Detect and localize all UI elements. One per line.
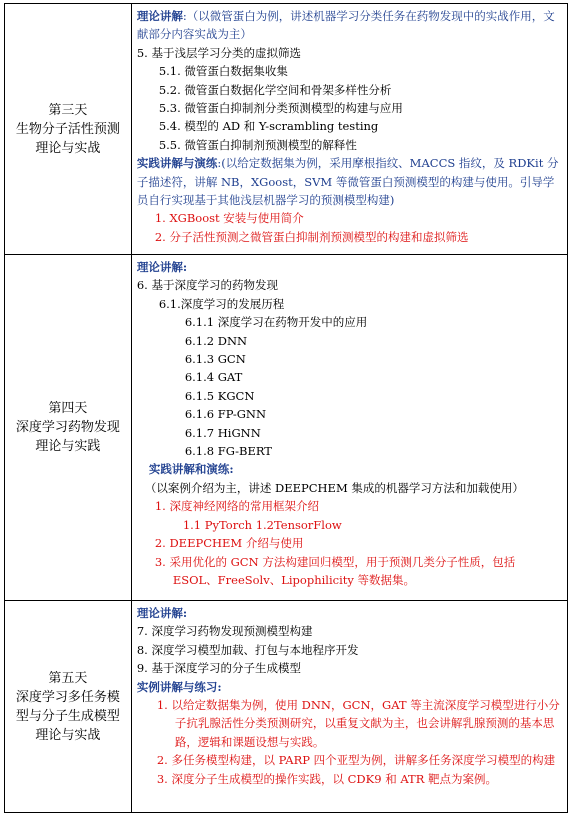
subsub-item: 6.1.3 GCN — [184, 352, 246, 367]
list-item: 8. 深度学习模型加载、打包与本地程序开发 — [136, 642, 359, 657]
sub-item: 5.5. 微管蛋白抑制剂预测模型的解释性 — [158, 137, 357, 152]
day-title: 第五天 — [48, 670, 88, 686]
day-topic-line: 理论与实战 — [35, 727, 101, 743]
practice-note: :(以给定数据集为例，采用摩根指纹、MACCS 指纹，及 RDKit 分子描述符，讲解 NB，XGoost，SVM 等微管蛋白预测模型的构建与使用。引导学员自行实现基于其他浅层机器学习的预测模型构建) — [136, 156, 559, 208]
theory-heading: 理论讲解 — [136, 606, 183, 620]
subsub-item: 6.1.1 深度学习在药物开发中的应用 — [184, 315, 368, 330]
red-item: 3. 采用优化的 GCN 方法构建回归模型，用于预测几类分子性质，包括 ESOL、FreeSolv、Lipophilicity 等数据集。 — [154, 554, 516, 587]
day5-row — [5, 601, 568, 813]
practice-note: （以案例介绍为主，讲述 DEEPCHEM 集成的机器学习方法和加载使用） — [144, 480, 524, 495]
subsub-item: 6.1.2 DNN — [184, 333, 248, 348]
day-title: 第三天 — [48, 102, 88, 118]
sub-heading: 6.1.深度学习的发展历程 — [158, 296, 285, 311]
subsub-item: 6.1.6 FP-GNN — [184, 407, 267, 422]
list-item: 7. 深度学习药物发现预测模型构建 — [136, 624, 313, 639]
red-item: 2. 分子活性预测之微管蛋白抑制剂预测模型的构建和虚拟筛选 — [154, 229, 469, 244]
red-item: 1. 以给定数据集为例，使用 DNN，GCN，GAT 等主流深度学习模型进行小分子抗乳腺活性分类预测研究，以重复文献为主，也会讲解乳腺预测的基本思路，逻辑和课题设想与实践。 — [156, 698, 560, 749]
day5-content-cell — [131, 601, 567, 813]
sub-item: 5.1. 微管蛋白数据集收集 — [158, 64, 288, 79]
subsub-item: 6.1.5 KGCN — [184, 388, 255, 403]
subsub-item: 6.1.4 GAT — [184, 370, 243, 385]
red-item: 1.1 PyTorch 1.2TensorFlow — [182, 517, 342, 532]
section-heading: 6. 基于深度学习的药物发现 — [136, 278, 278, 293]
practice-colon: : — [217, 679, 222, 694]
red-item: 1. XGBoost 安装与使用简介 — [154, 211, 304, 226]
day4-label-cell — [5, 255, 132, 601]
red-item: 1. 深度神经网络的常用框架介绍 — [154, 499, 319, 514]
sub-item: 5.3. 微管蛋白抑制剂分类预测模型的构建与应用 — [158, 101, 403, 116]
red-item: 2. DEEPCHEM 介绍与使用 — [154, 536, 304, 551]
practice-colon: : — [229, 462, 234, 477]
red-item: 2. 多任务模型构建，以 PARP 四个亚型为例，讲解多任务深度学习模型的构建 — [156, 753, 556, 768]
day-topic-line: 深度学习药物发现 — [15, 420, 120, 435]
day4-content-cell — [131, 255, 567, 601]
day-title: 第四天 — [48, 401, 88, 416]
list-item: 9. 基于深度学习的分子生成模型 — [136, 661, 301, 676]
sub-item: 5.4. 模型的 AD 和 Y-scrambling testing — [158, 119, 379, 134]
day-topic-line: 理论与实战 — [35, 140, 101, 156]
theory-intro — [137, 604, 563, 622]
theory-heading: 理论讲解 — [136, 9, 183, 23]
sub-item: 5.2. 微管蛋白数据化学空间和骨架多样性分析 — [158, 82, 392, 97]
practice-heading: 实践讲解和演练 — [148, 462, 230, 477]
practice-intro — [137, 154, 563, 209]
day-topic-line: 型与分子生成模型 — [15, 708, 120, 724]
subsub-item: 6.1.7 HiGNN — [184, 425, 261, 440]
day3-row — [5, 4, 568, 255]
day-topic-line: 深度学习多任务模 — [15, 689, 120, 705]
day-topic-line: 生物分子活性预测 — [15, 121, 120, 137]
theory-intro — [137, 258, 563, 276]
curriculum-table — [4, 3, 568, 813]
day3-label-cell — [5, 4, 132, 255]
day3-content-cell — [131, 4, 567, 255]
subsub-item: 6.1.8 FG-BERT — [184, 444, 272, 459]
red-item: 3. 深度分子生成模型的操作实践，以 CDK9 和 ATR 靶点为案例。 — [156, 771, 498, 786]
theory-heading: 理论讲解 — [136, 260, 183, 274]
theory-intro — [137, 7, 563, 44]
day5-label-cell — [5, 601, 132, 813]
practice-heading: 实践讲解与演练 — [136, 156, 218, 171]
day-topic-line: 理论与实践 — [35, 439, 101, 454]
practice-intro — [137, 678, 563, 696]
theory-colon: : — [182, 260, 188, 274]
practice-heading: 实例讲解与练习 — [136, 679, 218, 694]
theory-note: :（以微管蛋白为例，讲述机器学习分类任务在药物发现中的实战作用，文献部分内容实战为主） — [136, 9, 555, 42]
day4-row — [5, 255, 568, 601]
section-heading: 5. 基于浅层学习分类的虚拟筛选 — [136, 45, 301, 60]
practice-intro — [137, 460, 563, 478]
theory-colon: : — [182, 606, 188, 620]
